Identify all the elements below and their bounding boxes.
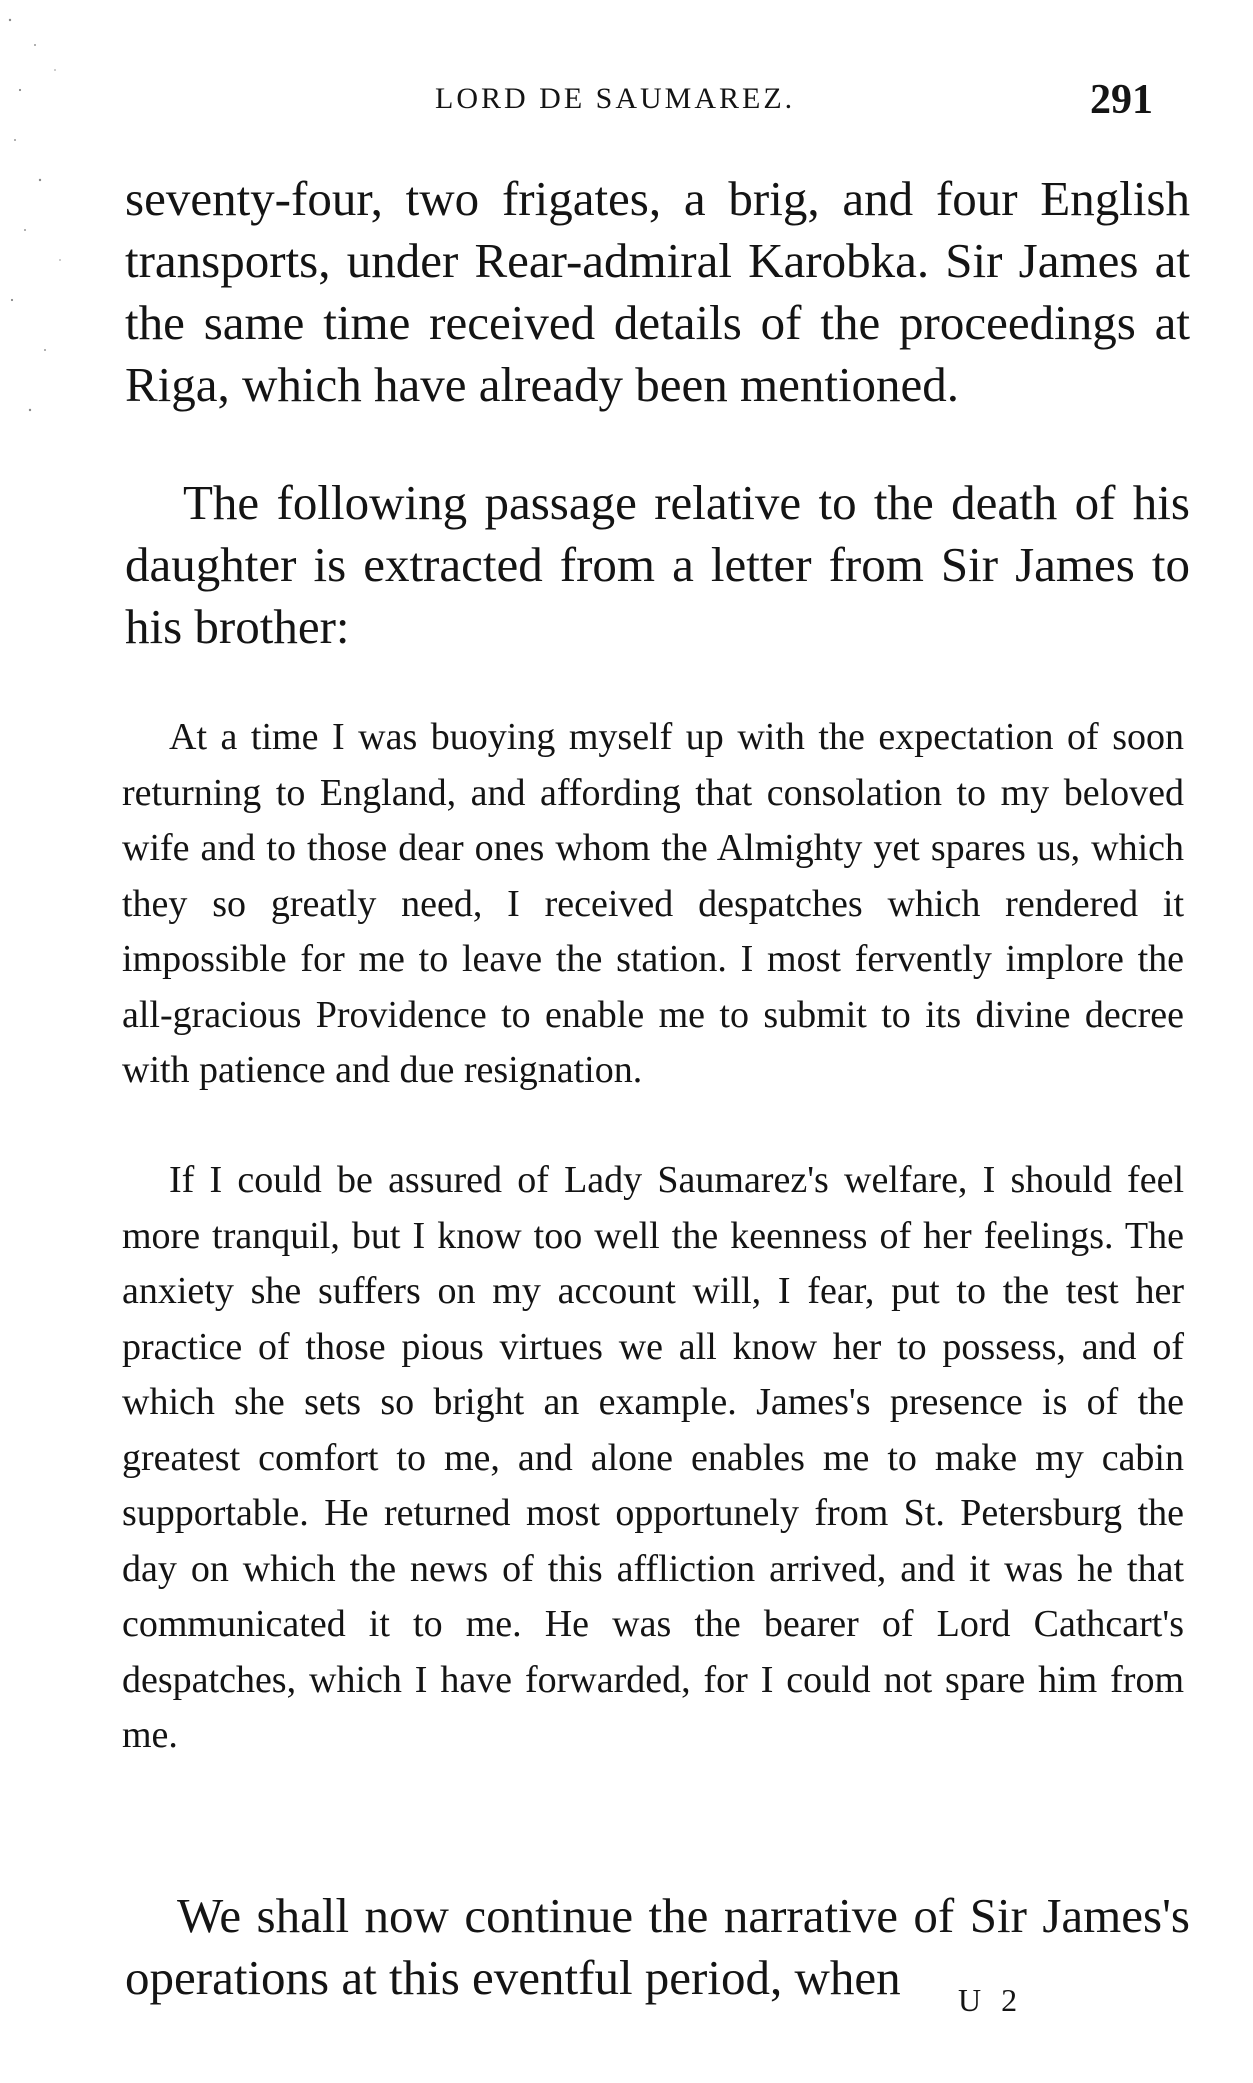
page-margin-specks [0, 0, 80, 500]
paragraph-closing: We shall now continue the narrative of Sir James's operations at this eventful period, when [125, 1888, 1190, 2005]
quoted-letter-paragraph-1: At a time I was buoying myself up with the expectation of soon returning to England, and affording that consolation to my beloved wife and to those dear ones whom the Almighty yet spares us, which they so greatly need, I received despatches which rendered it impossible for me to leave the station. I most fervently implore the all-gracious Providence to enable me to submit to its divine decree with patience and due resignation. [122, 716, 1184, 1091]
page-number: 291 [1090, 77, 1153, 123]
quoted-letter-paragraph-2: If I could be assured of Lady Saumarez's welfare, I should feel more tranquil, but I know too well the keenness of her feelings. The anxiety she suffers on my account will, I fear, put to the test her practice of those pious virtues we all know her to possess, and of which she sets so bright an example. James's presence is of the greatest comfort to me, and alone enables me to make my cabin supportable. He returned most opportunely from St. Petersburg the day on which the news of this affliction arrived, and it was he that communicated it to me. He was the bearer of Lord Cathcart's despatches, which I have forwarded, for I could not spare him from me. [122, 1159, 1184, 1756]
running-title: LORD DE SAUMAREZ. [435, 82, 796, 115]
paragraph-introduction: The following passage relative to the death of his daughter is extracted from a letter from Sir James to his brother: [125, 475, 1190, 654]
paragraph-opening: seventy-four, two frigates, a brig, and four English transports, under Rear-admiral Karobka. Sir James at the same time received details of the proceedings at Riga, which have already been mentioned. [125, 171, 1190, 412]
signature-mark: U 2 [958, 1982, 1024, 2018]
